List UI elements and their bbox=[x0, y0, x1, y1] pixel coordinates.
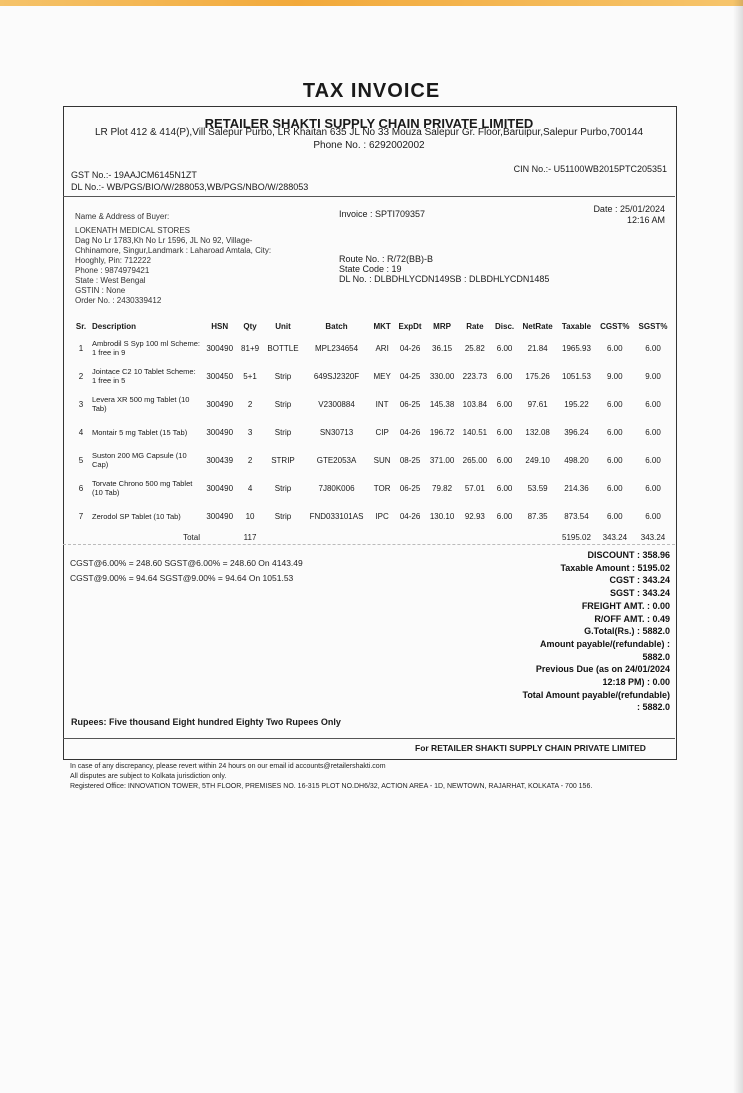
col-header-qty: Qty bbox=[243, 321, 257, 331]
cell-hsn: 300490 bbox=[206, 427, 234, 437]
cell-mrp: 36.15 bbox=[432, 343, 453, 353]
cell-description: Torvate Chrono 500 mg Tablet (10 Tab) bbox=[92, 479, 193, 497]
col-header-disc: Disc. bbox=[495, 321, 515, 331]
buyer-block bbox=[75, 212, 271, 306]
cell-netrate: 97.61 bbox=[527, 399, 548, 409]
tax-breakup-line: CGST@6.00% = 248.60 SGST@6.00% = 248.60 On 4143.49 bbox=[70, 558, 303, 568]
footer-note-jurisdiction: All disputes are subject to Kolkata jurisdiction only. bbox=[70, 773, 227, 780]
cell-taxable: 873.54 bbox=[564, 511, 589, 521]
buyer-name: LOKENATH MEDICAL STORES bbox=[75, 226, 190, 235]
cell-description: Levera XR 500 mg Tablet (10 Tab) bbox=[92, 395, 190, 413]
summary-grand-total: G.Total(Rs.) : 5882.0 bbox=[584, 626, 670, 637]
col-header-taxable: Taxable bbox=[561, 321, 592, 331]
cell-rate: 223.73 bbox=[462, 371, 488, 381]
amount-summary bbox=[522, 549, 670, 714]
cell-qty: 5+1 bbox=[243, 371, 257, 381]
cell-unit: Strip bbox=[274, 511, 292, 521]
cell-disc: 6.00 bbox=[496, 511, 513, 521]
cell-sgst: 6.00 bbox=[645, 511, 661, 521]
cell-cgst: 6.00 bbox=[607, 399, 623, 409]
cell-qty: 10 bbox=[245, 511, 255, 521]
cell-netrate: 87.35 bbox=[527, 511, 548, 521]
cell-description: Suston 200 MG Capsule (10 Cap) bbox=[92, 451, 187, 469]
signatory-line: For RETAILER SHAKTI SUPPLY CHAIN PRIVATE LIMITED bbox=[415, 743, 646, 753]
cell-disc: 6.00 bbox=[496, 455, 513, 465]
invoice-number: Invoice : SPTI709357 bbox=[339, 209, 426, 219]
footer-note-discrepancy: In case of any discrepancy, please revert within 24 hours on our email id accounts@retailershakti.com bbox=[70, 763, 386, 770]
cell-sr: 6 bbox=[78, 483, 84, 493]
summary-sgst: SGST : 343.24 bbox=[609, 588, 670, 599]
cell-description: Zerodol SP Tablet (10 Tab) bbox=[92, 511, 181, 521]
invoice-date: Date : 25/01/2024 bbox=[593, 204, 665, 214]
cell-batch: SN30713 bbox=[319, 427, 354, 437]
footer-note-registered-office: Registered Office: INNOVATION TOWER, 5TH FLOOR, PREMISES NO. 16-315 PLOT NO.DH6/32, ACTION AREA - 1D, NEWTOWN, RAJARHAT, KOLKATA - 700 156. bbox=[70, 783, 593, 790]
totals-divider bbox=[63, 544, 675, 545]
cell-unit: Strip bbox=[274, 399, 292, 409]
summary-cgst: CGST : 343.24 bbox=[609, 575, 670, 586]
cell-mkt: INT bbox=[375, 399, 389, 409]
summary-payable-label: Amount payable/(refundable) : bbox=[539, 638, 670, 649]
cell-unit: Strip bbox=[274, 483, 292, 493]
total-sgst: 343.24 bbox=[640, 532, 666, 542]
summary-previous-due-value: 12:18 PM) : 0.00 bbox=[602, 677, 670, 688]
cell-rate: 103.84 bbox=[462, 399, 488, 409]
buyer-state: State : West Bengal bbox=[75, 276, 146, 285]
cell-rate: 92.93 bbox=[464, 511, 485, 521]
cell-unit: STRIP bbox=[271, 455, 295, 465]
cell-disc: 6.00 bbox=[496, 371, 513, 381]
cell-batch: V2300884 bbox=[318, 399, 355, 409]
cell-cgst: 6.00 bbox=[607, 455, 623, 465]
cell-unit: BOTTLE bbox=[267, 343, 299, 353]
table-row bbox=[72, 446, 672, 474]
cell-mrp: 145.38 bbox=[429, 399, 455, 409]
cell-hsn: 300490 bbox=[206, 511, 234, 521]
summary-payable-value: 5882.0 bbox=[642, 651, 670, 662]
col-header-description: Description bbox=[92, 321, 137, 331]
col-header-cgst: CGST% bbox=[600, 321, 630, 331]
col-header-netrate: NetRate bbox=[522, 321, 553, 331]
buyer-order-number: Order No. : 2430339412 bbox=[75, 296, 162, 305]
route-number: Route No. : R/72(BB)-B bbox=[339, 254, 434, 264]
cell-sgst: 6.00 bbox=[645, 455, 661, 465]
header-divider bbox=[63, 196, 675, 197]
items-table bbox=[72, 318, 672, 544]
buyer-address-line2: Chhinamore, Singur,Landmark : Laharoad Amtala, City: bbox=[75, 246, 272, 255]
buyer-label: Name & Address of Buyer: bbox=[75, 212, 170, 221]
cell-unit: Strip bbox=[274, 371, 292, 381]
buyer-dl-number: DL No. : DLBDHLYCDN149SB : DLBDHLYCDN1485 bbox=[339, 274, 550, 284]
cell-expdt: 04-26 bbox=[399, 343, 421, 353]
cell-sr: 3 bbox=[78, 399, 84, 409]
cell-batch: 7J80K006 bbox=[318, 483, 355, 493]
total-taxable: 5195.02 bbox=[562, 532, 591, 542]
cell-expdt: 08-25 bbox=[399, 455, 421, 465]
cell-rate: 140.51 bbox=[462, 427, 488, 437]
cell-rate: 25.82 bbox=[464, 343, 485, 353]
invoice-route-block bbox=[339, 254, 549, 284]
cell-sr: 4 bbox=[78, 427, 84, 437]
summary-previous-due-label: Previous Due (as on 24/01/2024 bbox=[535, 664, 670, 675]
table-row bbox=[72, 390, 672, 418]
cell-sr: 5 bbox=[78, 455, 84, 465]
cell-batch: 649SJ2320F bbox=[313, 371, 360, 381]
cin-number: CIN No.:- U51100WB2015PTC205351 bbox=[513, 164, 667, 174]
cell-cgst: 6.00 bbox=[607, 343, 623, 353]
cell-netrate: 132.08 bbox=[525, 427, 550, 437]
summary-roff: R/OFF AMT. : 0.49 bbox=[594, 613, 670, 624]
invoice-datetime bbox=[593, 204, 665, 226]
cell-taxable: 214.36 bbox=[564, 483, 589, 493]
col-header-sr: Sr. bbox=[75, 321, 87, 331]
table-row bbox=[72, 474, 672, 502]
cell-sgst: 6.00 bbox=[645, 427, 661, 437]
summary-taxable: Taxable Amount : 5195.02 bbox=[560, 562, 670, 573]
buyer-phone: Phone : 9874979421 bbox=[75, 266, 150, 275]
cell-unit: Strip bbox=[274, 427, 292, 437]
table-row bbox=[72, 334, 672, 362]
gst-number: GST No.:- 19AAJCM6145N1ZT bbox=[71, 170, 197, 180]
items-table-body bbox=[72, 334, 672, 544]
cell-cgst: 6.00 bbox=[607, 427, 623, 437]
footer-notes bbox=[70, 762, 592, 792]
cell-taxable: 1965.93 bbox=[562, 343, 591, 353]
cell-mrp: 79.82 bbox=[432, 483, 453, 493]
cell-expdt: 04-26 bbox=[399, 511, 421, 521]
cell-disc: 6.00 bbox=[496, 483, 513, 493]
summary-discount: DISCOUNT : 358.96 bbox=[587, 550, 670, 560]
dl-number: DL No.:- WB/PGS/BIO/W/288053,WB/PGS/NBO/W/288053 bbox=[71, 182, 309, 192]
total-label: Total bbox=[183, 532, 200, 542]
cell-expdt: 04-25 bbox=[399, 371, 421, 381]
cell-mrp: 330.00 bbox=[429, 371, 455, 381]
cell-hsn: 300439 bbox=[206, 455, 234, 465]
total-qty: 117 bbox=[243, 532, 257, 542]
table-header-row bbox=[72, 318, 672, 334]
cell-mkt: SUN bbox=[373, 455, 391, 465]
cell-qty: 2 bbox=[247, 455, 253, 465]
cell-cgst: 6.00 bbox=[607, 511, 623, 521]
cell-mkt: IPC bbox=[375, 511, 389, 521]
cell-qty: 2 bbox=[247, 399, 253, 409]
tax-breakup bbox=[70, 556, 303, 586]
summary-total-payable-value: : 5882.0 bbox=[636, 702, 670, 713]
cell-mkt: TOR bbox=[373, 483, 391, 493]
company-name: RETAILER SHAKTI SUPPLY CHAIN PRIVATE LIMITED bbox=[204, 116, 534, 131]
cell-hsn: 300490 bbox=[206, 483, 234, 493]
cell-description: Ambrodil S Syp 100 ml Scheme: 1 free in 9 bbox=[92, 339, 200, 357]
buyer-address-line1: Dag No Lr 1783,Kh No Lr 1596, JL No 92, Village- bbox=[75, 236, 253, 245]
col-header-sgst: SGST% bbox=[638, 321, 668, 331]
col-header-expdt: ExpDt bbox=[398, 321, 422, 331]
buyer-gstin: GSTIN : None bbox=[75, 286, 126, 295]
total-cgst: 343.24 bbox=[602, 532, 628, 542]
cell-taxable: 396.24 bbox=[564, 427, 589, 437]
cell-expdt: 04-26 bbox=[399, 427, 421, 437]
cell-netrate: 21.84 bbox=[527, 343, 548, 353]
cell-sr: 7 bbox=[78, 511, 84, 521]
cell-taxable: 1051.53 bbox=[562, 371, 591, 381]
tax-breakup-line: CGST@9.00% = 94.64 SGST@9.00% = 94.64 On 1051.53 bbox=[70, 573, 294, 583]
cell-mrp: 130.10 bbox=[429, 511, 455, 521]
cell-qty: 4 bbox=[247, 483, 253, 493]
col-header-rate: Rate bbox=[466, 321, 484, 331]
cell-sgst: 6.00 bbox=[645, 399, 661, 409]
cell-disc: 6.00 bbox=[496, 399, 513, 409]
col-header-hsn: HSN bbox=[211, 321, 229, 331]
cell-description: Montair 5 mg Tablet (15 Tab) bbox=[92, 427, 188, 437]
cell-batch: GTE2053A bbox=[316, 455, 357, 465]
cell-disc: 6.00 bbox=[496, 343, 513, 353]
cell-sr: 2 bbox=[78, 371, 84, 381]
footer-divider bbox=[63, 738, 675, 739]
cell-netrate: 249.10 bbox=[525, 455, 550, 465]
col-header-batch: Batch bbox=[325, 321, 348, 331]
cell-sr: 1 bbox=[78, 343, 84, 353]
col-header-mkt: MKT bbox=[373, 321, 391, 331]
state-code: State Code : 19 bbox=[339, 264, 402, 274]
cell-taxable: 195.22 bbox=[564, 399, 589, 409]
cell-rate: 57.01 bbox=[464, 483, 485, 493]
invoice-time: 12:16 AM bbox=[626, 215, 665, 225]
cell-sgst: 9.00 bbox=[645, 371, 661, 381]
summary-total-payable-label: Total Amount payable/(refundable) bbox=[522, 689, 670, 700]
cell-netrate: 175.26 bbox=[525, 371, 550, 381]
cell-description: Jointace C2 10 Tablet Scheme: 1 free in 5 bbox=[92, 367, 196, 385]
col-header-mrp: MRP bbox=[433, 321, 451, 331]
buyer-address-line3: Hooghly, Pin: 712222 bbox=[75, 256, 151, 265]
table-row bbox=[72, 502, 672, 530]
cell-disc: 6.00 bbox=[496, 427, 513, 437]
cell-cgst: 6.00 bbox=[607, 483, 623, 493]
company-address: LR Plot 412 & 414(P),Vill Salepur Purbo, LR Khaitan 635 JL No 33 Mouza Salepur Gr. Floor,Baruipur,Salepur Purbo,700144 bbox=[94, 127, 644, 138]
amount-in-words: Rupees: Five thousand Eight hundred Eighty Two Rupees Only bbox=[71, 717, 341, 727]
cell-sgst: 6.00 bbox=[645, 343, 661, 353]
cell-mkt: CIP bbox=[375, 427, 389, 437]
cell-qty: 3 bbox=[247, 427, 253, 437]
cell-batch: FND033101AS bbox=[309, 511, 364, 521]
cell-taxable: 498.20 bbox=[564, 455, 589, 465]
cell-expdt: 06-25 bbox=[399, 483, 421, 493]
cell-hsn: 300450 bbox=[206, 371, 234, 381]
cell-sgst: 6.00 bbox=[645, 483, 661, 493]
cell-mkt: ARI bbox=[375, 343, 389, 353]
cell-cgst: 9.00 bbox=[607, 371, 623, 381]
cell-rate: 265.00 bbox=[462, 455, 488, 465]
table-row bbox=[72, 418, 672, 446]
cell-batch: MPL234654 bbox=[314, 343, 359, 353]
cell-hsn: 300490 bbox=[206, 399, 234, 409]
table-row bbox=[72, 362, 672, 390]
summary-freight: FREIGHT AMT. : 0.00 bbox=[581, 600, 670, 611]
cell-qty: 81+9 bbox=[241, 343, 260, 353]
cell-mkt: MEY bbox=[373, 371, 391, 381]
table-total-row bbox=[72, 530, 672, 544]
company-phone: Phone No. : 6292002002 bbox=[313, 140, 425, 151]
cell-mrp: 371.00 bbox=[429, 455, 455, 465]
cell-expdt: 06-25 bbox=[399, 399, 421, 409]
company-address-block bbox=[63, 126, 675, 152]
cell-netrate: 53.59 bbox=[527, 483, 548, 493]
col-header-unit: Unit bbox=[275, 321, 291, 331]
document-title: TAX INVOICE bbox=[302, 80, 441, 102]
cell-hsn: 300490 bbox=[206, 343, 234, 353]
cell-mrp: 196.72 bbox=[429, 427, 455, 437]
